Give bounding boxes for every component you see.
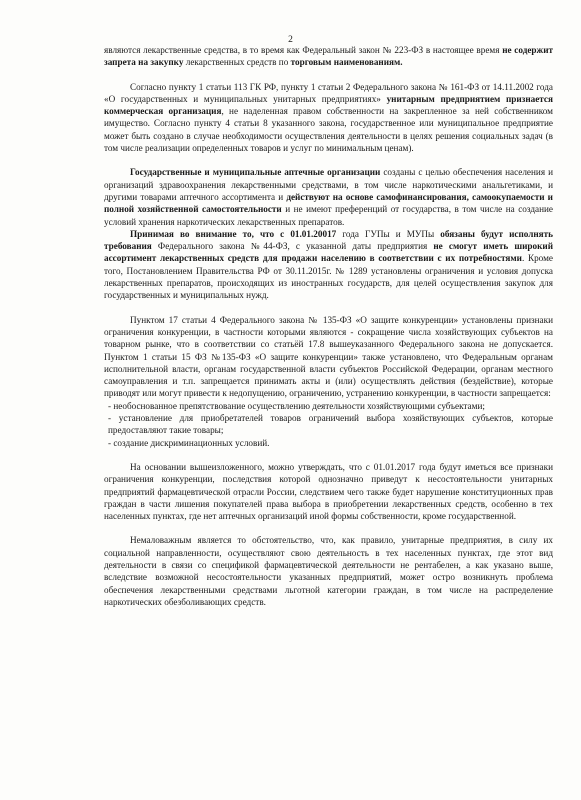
paragraph-2 [104, 81, 553, 155]
paragraph-4 [104, 228, 553, 302]
paragraph-7: Немаловажным является то обстоятельство, что, как правило, унитарные предприятия, в силу их социальной направленности, осуществляют свою деятельность в тех населенных пунктах, где этот вид деятельности в связи со спецификой фармацевтической деятельности не рентабелен, а как указано выше, вследствие возможной несостоятельности указанных предприятий, может остро возникнуть проблема обеспечения лекарственными средствами льготной категории граждан, в том числе на распределение наркотических обезболивающих средств. [104, 535, 553, 607]
list-item: - необоснованное препятствование осуществлению деятельности хозяйствующими субъектами; [108, 400, 485, 411]
paragraph-2-text: Согласно пункту 1 статьи 113 ГК РФ, пункту 1 статьи 2 Федерального закона № 161-ФЗ от 14.11.2002 года «О государственных и муниципальных унитарных предприятиях» [104, 81, 553, 104]
paragraph-5: Пунктом 17 статьи 4 Федерального закона № 135-ФЗ «О защите конкуренции» установлены признаки ограничения конкуренции, в частности которыми являются - сокращение числа хозяйствующих субъектов на товарном рынке, что в соответствии со статьёй 17.8 вышеуказанного Федерального закона не допускается. Пунктом 1 статьи 15 ФЗ №135-ФЗ «О защите конкуренции» также установлено, что Федеральным органам исполнительной власти, органам государственной власти субъектов Российской Федерации, органам местного самоуправления и т.п. запрещается принимать акты и (или) осуществлять действия (бездействие), которые приводят или могут привести к недопущению, ограничению, устранению конкуренции, в частности запрещается: [104, 314, 553, 399]
paragraph-1-text: являются лекарственные средства, в то время как Федеральный закон № 223-ФЗ в настоящее время [104, 45, 503, 55]
paragraph-2-bold: унитарным предприятием признается коммерческая организация [104, 93, 553, 117]
paragraph-3-bold-2: действуют на основе самофинансирования, самоокупаемости и полной хозяйственной самостоятельности [104, 191, 553, 215]
list-item: - создание дискриминационных условий. [108, 437, 270, 448]
paragraph-1 [104, 44, 553, 69]
paragraph-1-bold-2: торговым наименованиям. [290, 57, 403, 68]
paragraph-4-bold: Принимая во внимание то, что с 01.01.20017 [130, 228, 337, 239]
paragraph-4-bold-3: не смогут иметь широкий ассортимент лекарственных средств для продажи населению в соответствии с их потребностями [104, 241, 553, 264]
list-item: - установление для приобретателей товаров ограничений выбора хозяйствующих субъектов, которые предоставляют такие товары; [108, 413, 553, 436]
paragraph-4-text-2: Федерального закона №44-ФЗ, с указанной даты предприятия [151, 241, 434, 252]
page-number: 2 [288, 35, 293, 45]
paragraph-4-text-3: . Кроме того, Постановлением Правительства РФ от 30.11.2015г. № 1289 установлены ограничения и условия допуска лекарственных препаратов, происходящих из иностранных государств, для целей осуществления закупок для государственных и муниципальных нужд. [104, 253, 553, 301]
paragraph-3 [104, 166, 553, 227]
paragraph-1-bold: не содержит запрета на закупку [104, 45, 553, 68]
paragraph-3-text-2: и не имеют преференций от государства, в том числе на создание условий хранения наркотических лекарственных препаратов. [104, 204, 554, 227]
paragraph-2-text-2: , не наделенная правом собственности на закрепленное за ней собственником имущество. Согласно пункту 4 статьи 8 указанного закона, государственное или муниципальное предприятие может быть создано в случае необходимости осуществления деятельности в целях решения социальных задач (в том числе реализации определенных товаров и услуг по минимальным ценам). [104, 106, 553, 154]
paragraph-1-text-2: лекарственных средств по [183, 57, 291, 68]
paragraph-4-text: года ГУПы и МУПы [336, 228, 441, 239]
paragraph-4-bold-2: обязаны будут исполнять требования [104, 228, 554, 252]
paragraph-3-text: созданы с целью обеспечения населения и организаций здравоохранения лекарственными средствами, в том числе наркотическими анальгетиками, и другими товарами аптечного ассортимента и [104, 167, 553, 202]
paragraph-6: На основании вышеизложенного, можно утверждать, что с 01.01.2017 года будут иметься все признаки ограничения конкуренции, последствия которой однозначно приведут к несостоятельности унитарных предприятий фармацевтической отрасли России, следствием чего также будет нарушение конституционных прав граждан в части лишения покупателей права выбора в приобретении лекарственных средств, особенно в тех населенных пунктах, где нет аптечных организаций иной формы собственности, кроме государственной. [104, 461, 553, 522]
paragraph-3-bold: Государственные и муниципальные аптечные организации [130, 167, 381, 178]
